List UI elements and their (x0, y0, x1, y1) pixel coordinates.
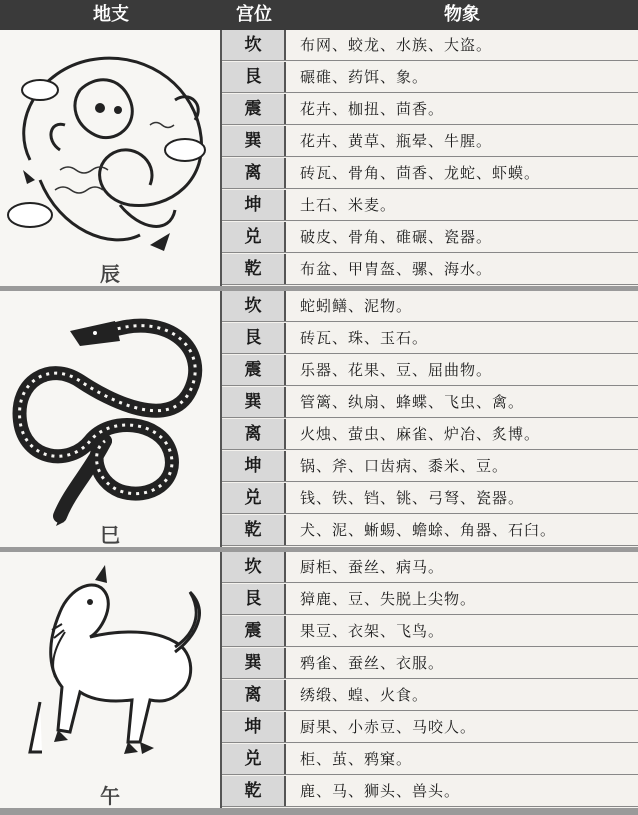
header-wuxiang: 物象 (444, 4, 480, 25)
gong-cell: 兑 (222, 222, 286, 252)
table-row (222, 648, 638, 679)
table-row (222, 712, 638, 743)
wuxiang-cell: 果豆、衣架、飞鸟。 (300, 622, 445, 640)
gong-cell: 乾 (222, 254, 286, 284)
gong-cell: 巽 (222, 648, 286, 678)
wuxiang-cell: 蛇蚓鳝、泥物。 (300, 297, 413, 315)
wuxiang-cell: 碾碓、药饵、象。 (300, 68, 429, 86)
table-row (222, 616, 638, 647)
branch-label-si: 巳 (100, 523, 120, 547)
header-gongwei: 宫位 (236, 4, 272, 25)
table-row (222, 584, 638, 615)
gong-cell: 坎 (222, 291, 286, 321)
table-row (222, 776, 638, 807)
wuxiang-cell: 土石、米麦。 (300, 196, 397, 214)
gong-cell: 坤 (222, 451, 286, 481)
table-row (222, 552, 638, 583)
gong-cell: 坤 (222, 190, 286, 220)
table-row (222, 419, 638, 450)
gong-cell: 震 (222, 616, 286, 646)
table-row (222, 222, 638, 253)
table-row (222, 254, 638, 285)
section-chen (0, 30, 638, 286)
horse-image-panel (0, 552, 222, 808)
wuxiang-cell: 砖瓦、珠、玉石。 (300, 329, 429, 347)
wuxiang-cell: 乐器、花果、豆、屈曲物。 (300, 361, 493, 379)
gong-cell: 巽 (222, 387, 286, 417)
snake-image-panel (0, 291, 222, 547)
table-row (222, 744, 638, 775)
table-header (0, 0, 638, 30)
table-row (222, 291, 638, 322)
section-wu (0, 552, 638, 808)
wuxiang-cell: 破皮、骨角、碓碾、瓷器。 (300, 228, 493, 246)
section-si (0, 291, 638, 547)
gong-cell: 兑 (222, 483, 286, 513)
table-row (222, 483, 638, 514)
wuxiang-cell: 砖瓦、骨角、茴香、龙蛇、虾蟆。 (300, 164, 541, 182)
table-row (222, 158, 638, 189)
wuxiang-cell: 犬、泥、蜥蜴、蟾蜍、角器、石臼。 (300, 521, 557, 539)
wuxiang-cell: 火烛、萤虫、麻雀、炉冶、炙博。 (300, 425, 541, 443)
wuxiang-cell: 柜、茧、鸦窠。 (300, 750, 413, 768)
wuxiang-cell: 獐鹿、豆、失脱上尖物。 (300, 590, 477, 608)
table-row (222, 451, 638, 482)
gong-cell: 坎 (222, 30, 286, 60)
wuxiang-cell: 厨果、小赤豆、马咬人。 (300, 718, 477, 736)
section-divider (0, 808, 638, 815)
header-dizhi: 地支 (93, 4, 129, 25)
table-row (222, 94, 638, 125)
wuxiang-cell: 锅、斧、口齿病、黍米、豆。 (300, 457, 509, 475)
gong-cell: 乾 (222, 776, 286, 806)
gong-cell: 乾 (222, 515, 286, 545)
horse-icon (0, 552, 220, 808)
wuxiang-cell: 管篱、纨扇、蜂蝶、飞虫、禽。 (300, 393, 525, 411)
gong-cell: 艮 (222, 62, 286, 92)
table-row (222, 680, 638, 711)
gong-cell: 巽 (222, 126, 286, 156)
wuxiang-cell: 钱、铁、铛、铫、弓弩、瓷器。 (300, 489, 525, 507)
table-row (222, 515, 638, 546)
wuxiang-cell: 厨柜、蚕丝、病马。 (300, 558, 445, 576)
table-row (222, 30, 638, 61)
gong-cell: 坎 (222, 552, 286, 582)
table-row (222, 126, 638, 157)
gong-cell: 离 (222, 419, 286, 449)
branch-label-wu: 午 (100, 784, 120, 808)
wuxiang-cell: 布网、蛟龙、水族、大盗。 (300, 36, 493, 54)
wuxiang-cell: 布盆、甲胄盔、骡、海水。 (300, 260, 493, 278)
table-row (222, 323, 638, 354)
gong-cell: 艮 (222, 323, 286, 353)
gong-cell: 离 (222, 158, 286, 188)
gong-cell: 震 (222, 94, 286, 124)
wuxiang-cell: 花卉、枷扭、茴香。 (300, 100, 445, 118)
wuxiang-cell: 花卉、黄草、瓶晕、牛腥。 (300, 132, 493, 150)
table-row (222, 387, 638, 418)
dragon-icon (0, 30, 220, 286)
branch-label-chen: 辰 (100, 262, 120, 286)
snake-icon (0, 291, 220, 547)
wuxiang-cell: 绣缎、蝗、火食。 (300, 686, 429, 704)
gong-cell: 震 (222, 355, 286, 385)
dragon-image-panel (0, 30, 222, 286)
table-row (222, 62, 638, 93)
gong-cell: 坤 (222, 712, 286, 742)
wuxiang-cell: 鸦雀、蚕丝、衣服。 (300, 654, 445, 672)
gong-cell: 兑 (222, 744, 286, 774)
table-row (222, 190, 638, 221)
gong-cell: 艮 (222, 584, 286, 614)
gong-cell: 离 (222, 680, 286, 710)
table-row (222, 355, 638, 386)
wuxiang-cell: 鹿、马、狮头、兽头。 (300, 782, 461, 800)
